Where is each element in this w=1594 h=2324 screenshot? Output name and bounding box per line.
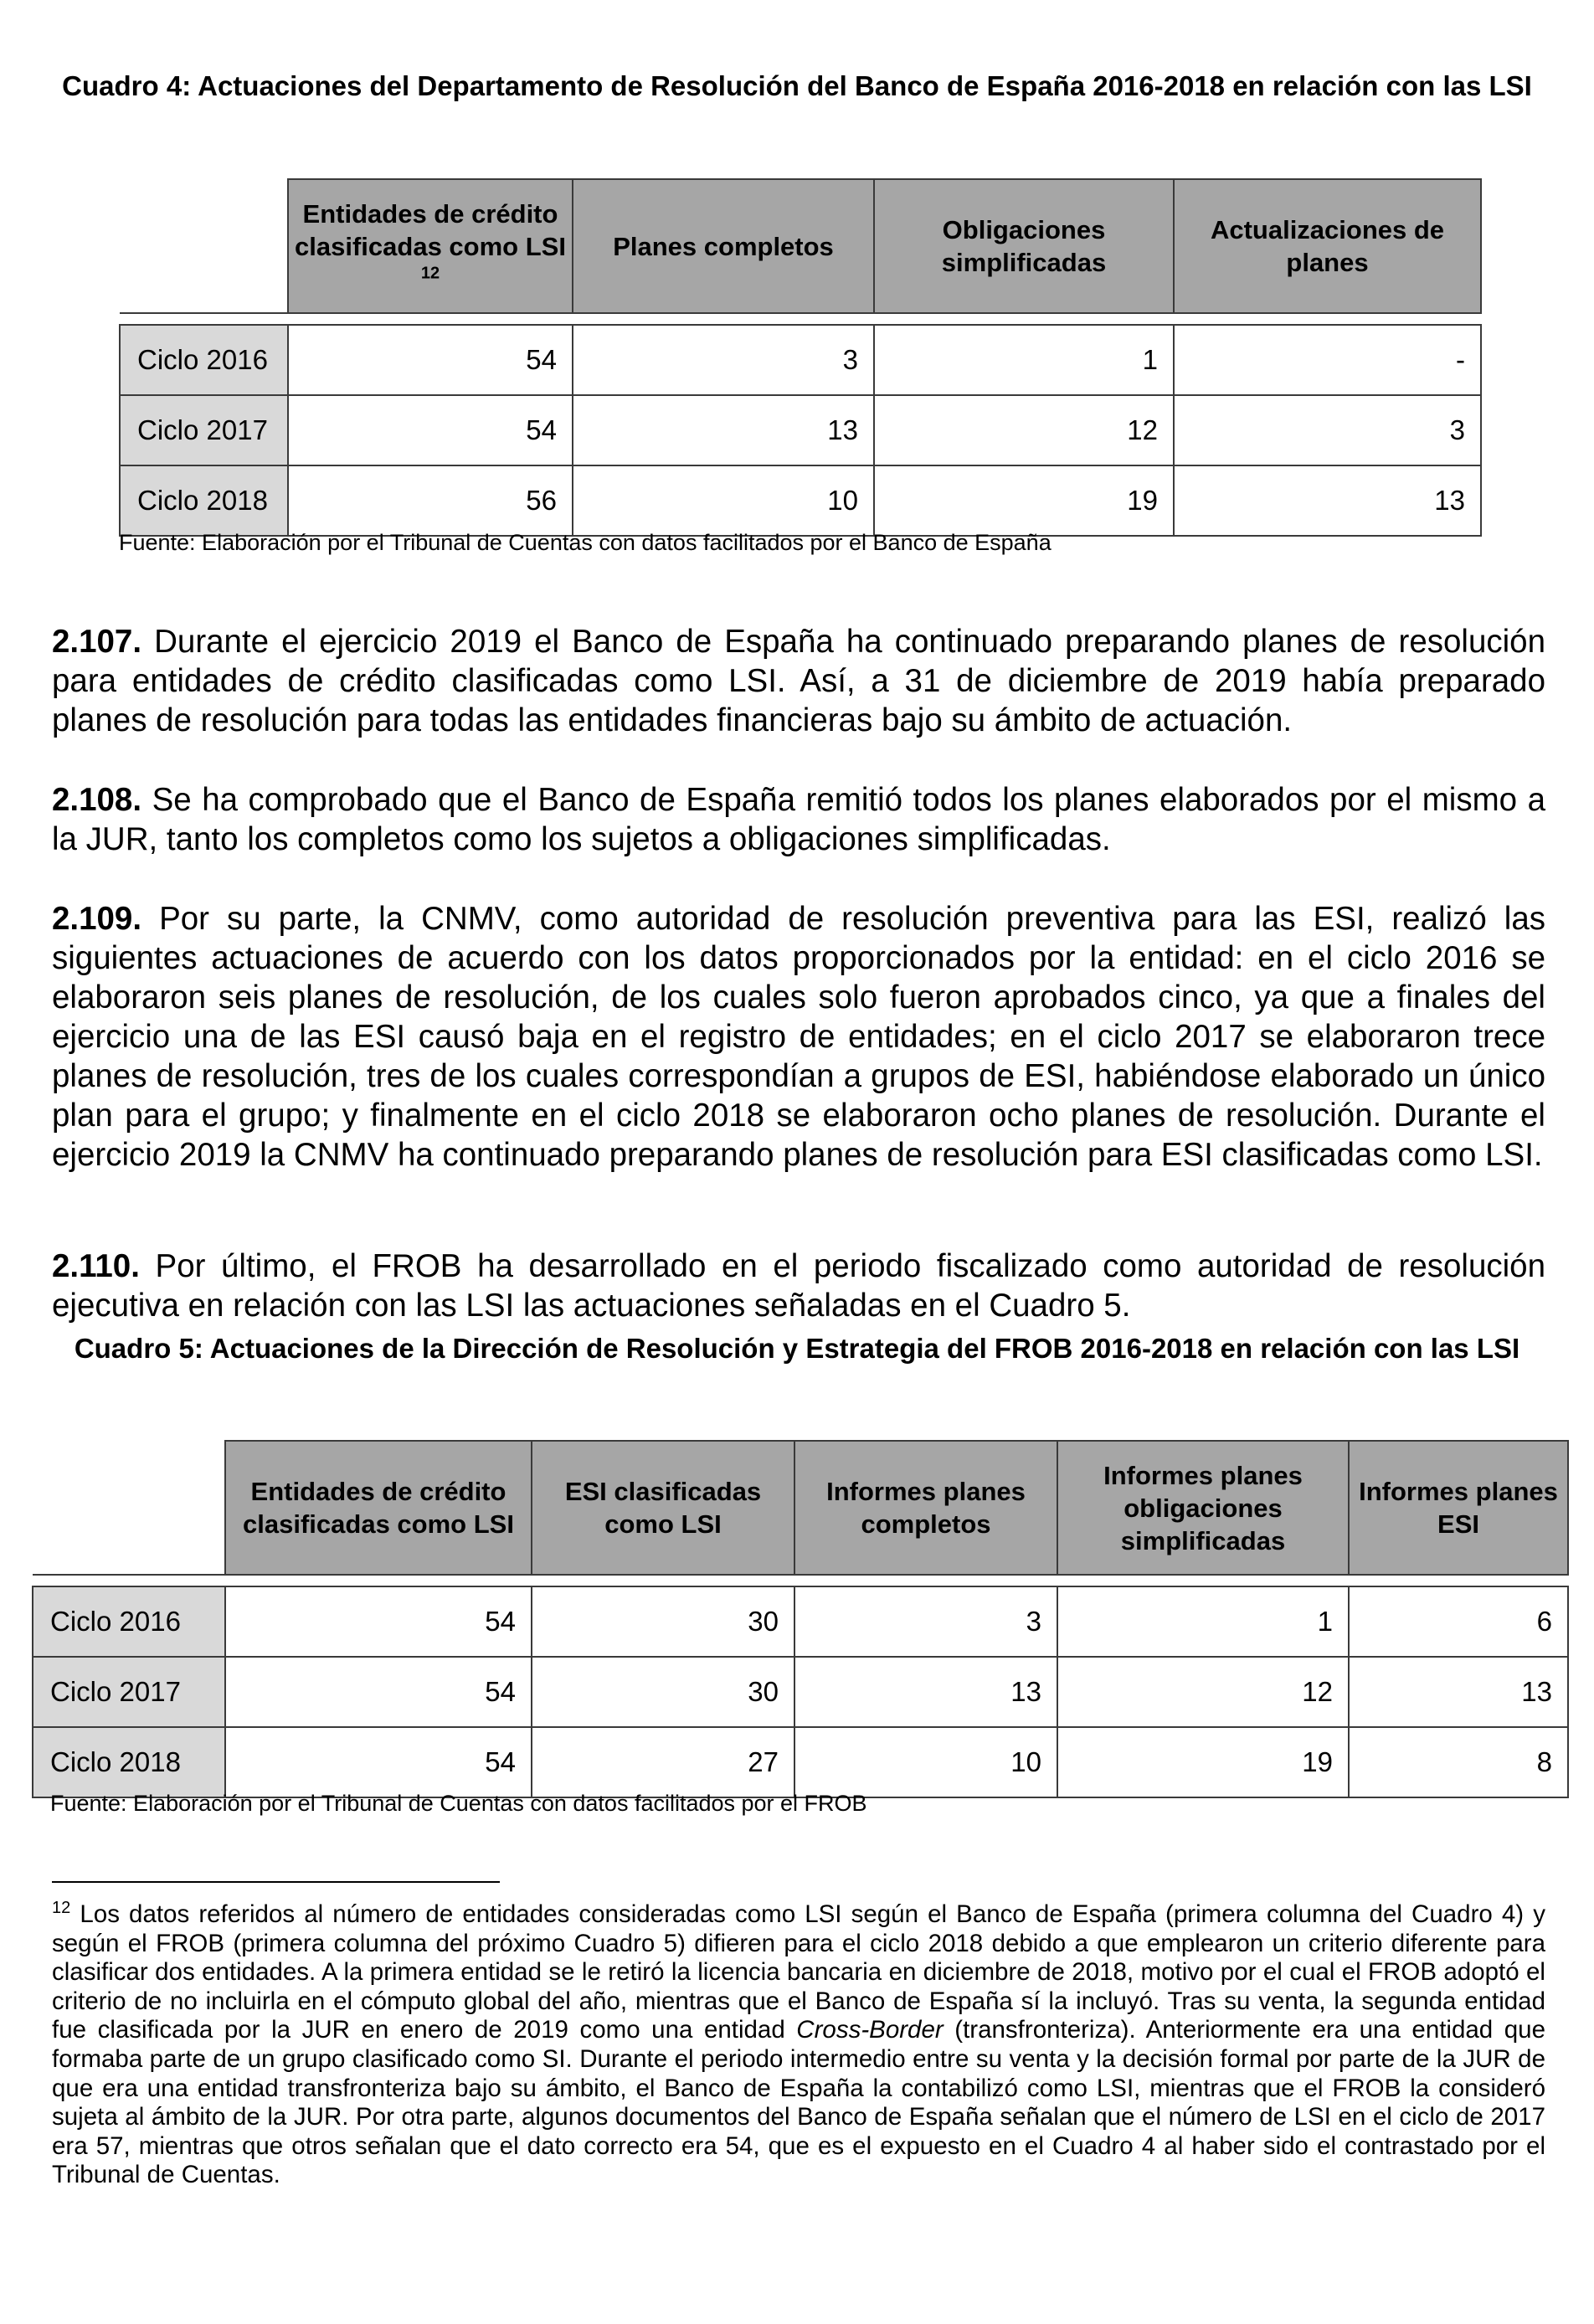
row-label: Ciclo 2017 [33,1657,225,1727]
row-label: Ciclo 2017 [120,395,288,465]
table-cell: 54 [288,325,573,395]
cuadro4-header-cell: Actualizaciones de planes [1174,179,1481,313]
cuadro5-corner [33,1441,225,1575]
table-row [33,1727,1568,1797]
cuadro5-table [32,1440,1569,1798]
footnote-12 [52,1900,1545,2190]
cuadro4-header-cell: Obligaciones simplificadas [874,179,1174,313]
paragraph-number: 2.107. [52,623,142,660]
cuadro4-table [119,178,1482,537]
table-cell: 12 [874,395,1174,465]
paragraph-2-109 [52,899,1545,1175]
cuadro4-source: Fuente: Elaboración por el Tribunal de Cuentas con datos facilitados por el Banco de España [119,530,1052,555]
table-cell: 10 [573,465,874,536]
table-row [120,395,1481,465]
cuadro5-header-cell: ESI clasificadas como LSI [532,1441,794,1575]
table-cell: 10 [794,1727,1057,1797]
table-row [33,1586,1568,1657]
table-cell: 30 [532,1657,794,1727]
paragraph-text: Por último, el FROB ha desarrollado en el periodo fiscalizado como autoridad de resolución ejecutiva en relación con las LSI las actuaciones señaladas en el Cuadro 5. [52,1247,1546,1324]
table-cell: 27 [532,1727,794,1797]
footnote-text: Los datos referidos al número de entidades consideradas como LSI según el Banco de España (primera columna del Cuadro 4) y según el FROB (primera columna del próximo Cuadro 5) difieren para el ciclo 2018 debido a que emplearon un criterio diferente para clasificar dos entidades. A la primera entidad se le retiró la licencia bancaria en diciembre de 2018, motivo por el cual el FROB adoptó el criterio de no incluirla en el cómputo global del año, mientras que el Banco de España sí la incluyó. Tras su venta, la segunda entidad fue clasificada por la JUR en enero de 2019 como una entidad [52,1900,1545,2044]
row-label: Ciclo 2018 [33,1727,225,1797]
table-cell: 54 [225,1586,532,1657]
table-spacer [120,313,1481,325]
paragraph-2-107 [52,622,1545,740]
table-cell: 19 [1057,1727,1349,1797]
cuadro5-title: Cuadro 5: Actuaciones de la Dirección de Resolución y Estrategia del FROB 2016-2018 en relación con las LSI [74,1333,1520,1364]
footnote-text-cont: (transfronteriza). Anteriormente era una entidad que formaba parte de un grupo clasificado como SI. Durante el periodo intermedio entre su venta y la decisión formal por parte de la JUR de que era una entidad transfronteriza bajo su ámbito, el Banco de España la contabilizó como LSI, mientras que el FROB la consideró sujeta al ámbito de la JUR. Por otra parte, algunos documentos del Banco de España señalan que el número de LSI en el ciclo de 2017 era 57, mientras que otros señalan que el dato correcto era 54, que es el expuesto en el Cuadro 4 al haber sido el contrastado por el Tribunal de Cuentas. [52,2016,1545,2189]
table-cell: 54 [288,395,573,465]
table-cell: 6 [1349,1586,1568,1657]
table-row [33,1657,1568,1727]
table-row [120,465,1481,536]
table-cell: 3 [1174,395,1481,465]
table-cell: 12 [1057,1657,1349,1727]
table-cell: 1 [874,325,1174,395]
table-cell: 56 [288,465,573,536]
paragraph-text: Durante el ejercicio 2019 el Banco de España ha continuado preparando planes de resolución para entidades de crédito clasificadas como LSI. Así, a 31 de diciembre de 2019 había preparado planes de resolución para todas las entidades financieras bajo su ámbito de actuación. [52,623,1545,738]
footnote-separator [52,1881,500,1883]
cuadro5-header-row [33,1441,1568,1575]
cuadro5-header-cell: Informes planes obligaciones simplificadas [1057,1441,1349,1575]
table-cell: 3 [794,1586,1057,1657]
row-label: Ciclo 2018 [120,465,288,536]
cuadro5-header-cell: Informes planes completos [794,1441,1057,1575]
table-cell: 1 [1057,1586,1349,1657]
footnote-italic-term: Cross-Border [796,2016,944,2044]
paragraph-2-108 [52,780,1545,859]
table-cell: - [1174,325,1481,395]
table-cell: 54 [225,1727,532,1797]
table-cell: 13 [794,1657,1057,1727]
table-cell: 3 [573,325,874,395]
table-cell: 8 [1349,1727,1568,1797]
footnote-mark: 12 [52,1899,71,1918]
paragraph-number: 2.108. [52,781,142,818]
table-cell: 54 [225,1657,532,1727]
paragraph-text: Se ha comprobado que el Banco de España remitió todos los planes elaborados por el mismo a la JUR, tanto los completos como los sujetos a obligaciones simplificadas. [52,781,1545,857]
paragraph-number: 2.109. [52,900,142,937]
cuadro5-header-cell: Informes planes ESI [1349,1441,1568,1575]
cuadro4-header-cell: Planes completos [573,179,874,313]
paragraph-number: 2.110. [52,1247,140,1284]
paragraph-text: Por su parte, la CNMV, como autoridad de resolución preventiva para las ESI, realizó las siguientes actuaciones de acuerdo con los datos proporcionados por la entidad: en el ciclo 2016 se elaboraron seis planes de resolución, de los cuales solo fueron aprobados cinco, ya que a finales del ejercicio una de las ESI causó baja en el registro de entidades; en el ciclo 2017 se elaboraron trece planes de resolución, tres de los cuales correspondían a grupos de ESI, habiéndose elaborado un único plan para el grupo; y finalmente en el ciclo 2018 se elaboraron ocho planes de resolución. Durante el ejercicio 2019 la CNMV ha continuado preparando planes de resolución para ESI clasificadas como LSI. [52,900,1545,1173]
cuadro4-header-row [120,179,1481,313]
row-label: Ciclo 2016 [33,1586,225,1657]
row-label: Ciclo 2016 [120,325,288,395]
cuadro4-title: Cuadro 4: Actuaciones del Departamento de Resolución del Banco de España 2016-2018 en relación con las LSI [62,70,1532,101]
table-cell: 13 [573,395,874,465]
table-row [120,325,1481,395]
cuadro4-header-cell: Entidades de crédito clasificadas como LSI $^{12}$ [288,179,573,313]
table-cell: 13 [1349,1657,1568,1727]
footnote-ref: 12 [420,264,440,283]
cuadro5-source: Fuente: Elaboración por el Tribunal de Cuentas con datos facilitados por el FROB [50,1791,867,1816]
table-spacer [33,1575,1568,1586]
cuadro4-corner [120,179,288,313]
paragraph-2-110 [52,1247,1545,1325]
table-cell: 19 [874,465,1174,536]
table-cell: 30 [532,1586,794,1657]
table-cell: 13 [1174,465,1481,536]
cuadro5-header-cell: Entidades de crédito clasificadas como LSI [225,1441,532,1575]
